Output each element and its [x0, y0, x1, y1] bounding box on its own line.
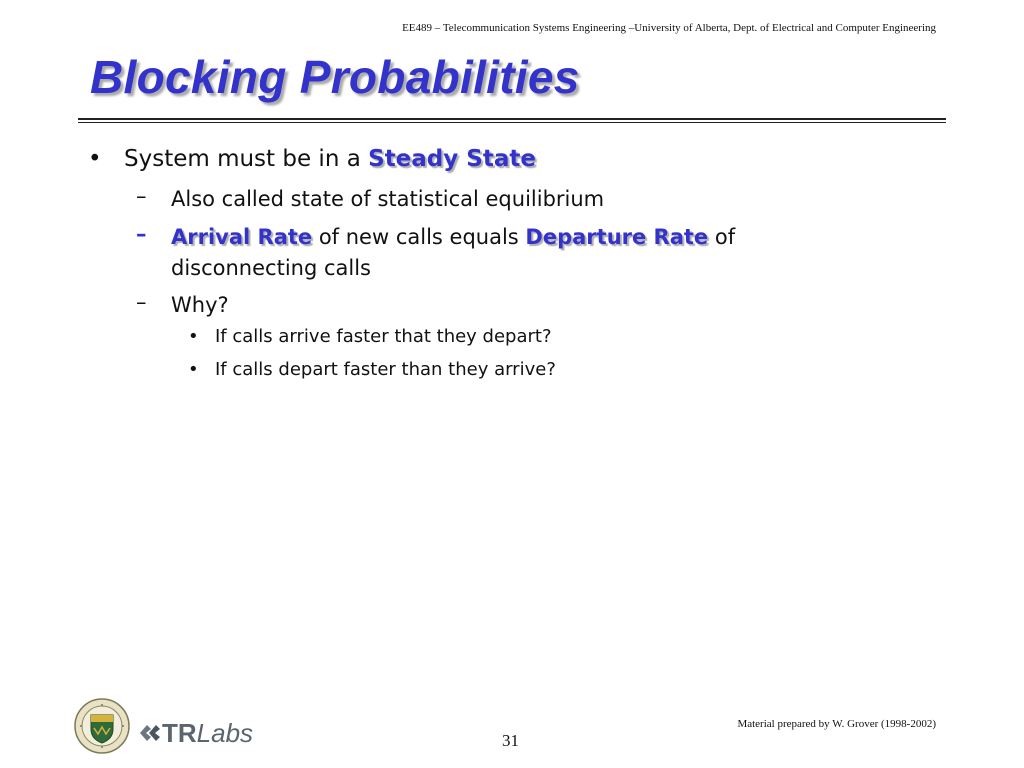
bullet-mark: • — [188, 359, 199, 380]
title-rule-thick — [78, 118, 946, 120]
bullet-text-pre: System must be in a — [124, 146, 369, 172]
course-header-note: EE489 – Telecommunication Systems Engineering –University of Alberta, Dept. of Electrical and Computer Engineering — [402, 22, 936, 34]
bullet-text — [124, 146, 536, 172]
emphasis-arrival-rate: Arrival Rate — [171, 225, 313, 249]
trlabs-logo — [138, 718, 253, 748]
title-rule-thin — [78, 122, 946, 123]
emphasis-steady-state: Steady State — [368, 146, 536, 172]
sub-bullet-text: Also called state of statistical equilibrium — [171, 187, 605, 211]
emphasis-departure-rate: Departure Rate — [525, 225, 709, 249]
sub-bullet-text: Why? — [171, 293, 229, 317]
sub-sub-bullet-text: If calls arrive faster that they depart? — [215, 326, 552, 347]
slide-title: Blocking Probabilities — [90, 51, 580, 103]
sub-sub-bullet-text: If calls depart faster than they arrive? — [215, 359, 556, 380]
text-end: of disconnecting calls — [171, 225, 736, 280]
page-number: 31 — [502, 731, 519, 750]
dash-mark: – — [136, 290, 147, 314]
trlabs-mark-icon — [138, 721, 162, 745]
trlabs-wordmark — [162, 720, 253, 746]
trlabs-wordmark-italic: Labs — [196, 718, 254, 748]
sub-bullet-text — [171, 222, 811, 284]
dash-mark: – — [136, 184, 147, 208]
footer-credit: Material prepared by W. Grover (1998-2002) — [737, 718, 936, 730]
bullet-mark: • — [88, 146, 102, 172]
text-mid: of new calls equals — [312, 225, 526, 249]
trlabs-wordmark-bold: TR — [162, 718, 197, 748]
university-seal-icon — [74, 698, 130, 754]
bullet-mark: • — [188, 326, 199, 347]
dash-mark: – — [136, 222, 147, 246]
